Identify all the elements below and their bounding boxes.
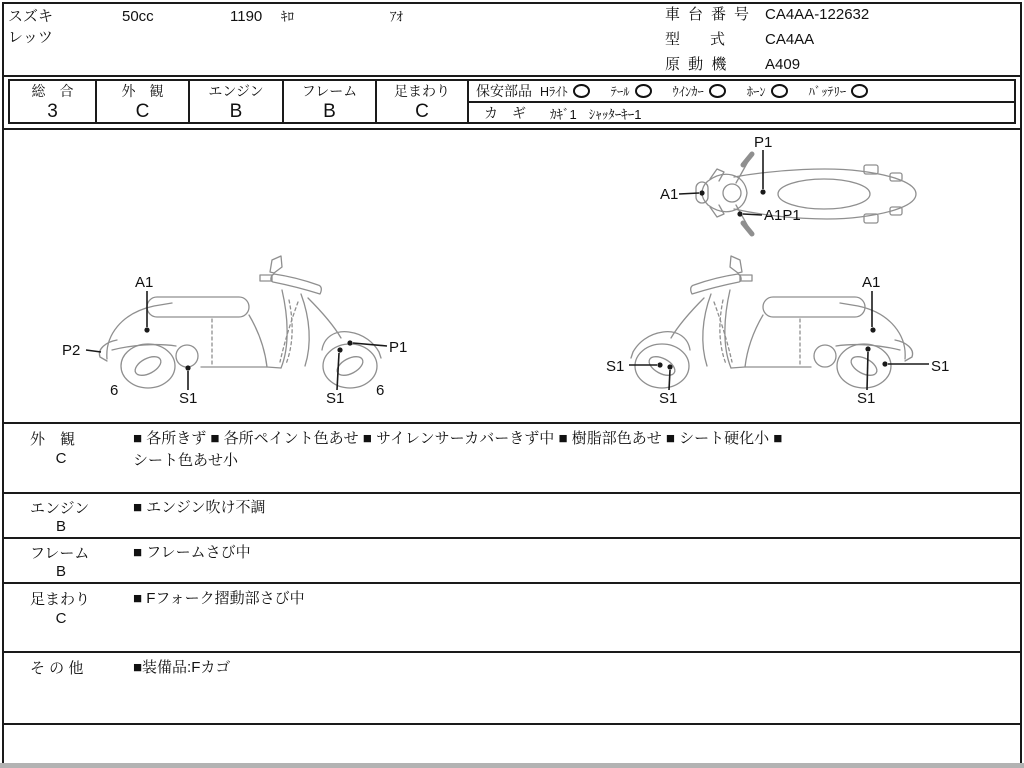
rating-undercarriage-grade: C: [415, 100, 429, 122]
damage-label-s1-rear-left: S1: [179, 390, 198, 407]
ok-circle-mark: [771, 84, 788, 98]
safety-item-headlight: [540, 82, 590, 100]
rating-engine-grade: B: [229, 100, 243, 122]
ratings-table: [8, 79, 1016, 124]
page-bottom-edge: [0, 763, 1024, 768]
right-view-leader-lines: [629, 291, 929, 390]
comment-undercarriage-grade: C: [55, 610, 67, 627]
mileage-value: 1190: [230, 8, 263, 25]
rating-frame: [284, 81, 377, 122]
ok-circle-mark: [709, 84, 726, 98]
rating-engine: [190, 81, 284, 122]
damage-label-s1-front-right: S1: [606, 358, 625, 375]
divider: [3, 723, 1021, 725]
rating-exterior: [97, 81, 190, 122]
comment-frame-grade: B: [55, 563, 66, 580]
comment-exterior-label: 外 観: [30, 431, 76, 448]
shutter-key-count: ｼｬｯﾀｰｷｰ1: [588, 106, 642, 122]
rating-overall-label: 総 合: [31, 82, 74, 99]
scooter-right-side-diagram: [580, 240, 1000, 420]
damage-label-a1-left: A1: [135, 274, 154, 291]
rating-undercarriage: [377, 81, 469, 122]
comment-other-label: そ の 他: [30, 660, 84, 677]
rating-frame-grade: B: [323, 100, 336, 122]
comment-undercarriage-label: 足まわり: [30, 591, 91, 608]
damage-label-a1-top: A1: [660, 186, 679, 203]
displacement: 50cc: [122, 8, 154, 25]
comment-engine-label: エンジン: [30, 500, 90, 517]
divider: [3, 422, 1021, 424]
key-count: ｶｷﾞ1: [550, 106, 577, 122]
scooter-top-view-sketch: [696, 154, 916, 234]
chassis-number-value: CA4AA-122632: [765, 6, 870, 23]
comment-undercarriage-text: [133, 588, 305, 610]
safety-item-tail-label: ﾃｰﾙ: [610, 85, 630, 99]
comment-engine-grade: B: [55, 518, 66, 535]
safety-item-winker: [673, 82, 726, 100]
comment-exterior-text: [133, 428, 782, 472]
tire-grade-front-left: 6: [376, 382, 385, 399]
safety-item-tail: [611, 82, 652, 100]
comment-line: ■ フレームさび中: [133, 544, 251, 561]
rating-exterior-grade: C: [135, 100, 150, 122]
safety-item-winker-label: ｳｲﾝｶｰ: [672, 85, 704, 99]
comment-exterior-grade: C: [55, 450, 67, 467]
comment-engine-text: [133, 497, 265, 519]
comment-frame-label: フレーム: [30, 545, 90, 562]
ok-circle-mark: [635, 84, 652, 98]
divider: [3, 582, 1021, 584]
chassis-number-label: 車台番号: [665, 6, 758, 23]
safety-item-horn-label: ﾎｰﾝ: [746, 85, 766, 99]
rating-overall-grade: 3: [47, 100, 58, 122]
safety-item-horn: [747, 82, 788, 100]
safety-item-battery: [809, 82, 869, 100]
engine-code-label: 原 動 機: [665, 56, 729, 73]
ok-circle-mark: [851, 84, 868, 98]
rating-overall: [10, 81, 97, 122]
rating-undercarriage-label: 足まわり: [394, 82, 450, 99]
color-name: ｱｵ: [390, 9, 403, 24]
model-code-label: 型 式: [665, 31, 726, 48]
damage-label-s1-front-left: S1: [326, 390, 345, 407]
rating-frame-label: フレーム: [301, 82, 358, 99]
damage-label-s1-rear-right: S1: [931, 358, 950, 375]
divider: [3, 537, 1021, 539]
damage-label-a1-right: A1: [862, 274, 881, 291]
safety-item-headlight-label: Hﾗｲﾄ: [540, 85, 568, 99]
damage-label-s1-rear-lower-right: S1: [857, 390, 876, 407]
damage-label-a1p1-top: A1P1: [764, 207, 801, 224]
comment-frame-text: [133, 542, 251, 564]
damage-label-p2-left: P2: [62, 342, 81, 359]
scooter-top-view-diagram: [620, 125, 1024, 255]
safety-parts-section: [469, 81, 1014, 122]
model-code-value: CA4AA: [765, 31, 815, 48]
key-row: [469, 103, 1014, 123]
engine-code-value: A409: [765, 56, 801, 73]
damage-label-p1-top: P1: [754, 134, 773, 151]
safety-parts-row: [469, 81, 1014, 103]
maker-name: スズキ: [8, 8, 54, 25]
mileage-unit: ｷﾛ: [281, 9, 294, 24]
damage-label-p1-left: P1: [389, 339, 408, 356]
scooter-left-side-diagram: [60, 240, 480, 420]
tire-grade-rear-left: 6: [110, 382, 119, 399]
divider: [3, 651, 1021, 653]
comment-line: ■ Fフォーク摺動部さび中: [133, 590, 305, 607]
divider: [3, 75, 1021, 77]
safety-item-battery-label: ﾊﾞｯﾃﾘｰ: [808, 85, 847, 99]
damage-label-s1-front-lower-right: S1: [659, 390, 678, 407]
comment-line: ■ エンジン吹け不調: [133, 499, 266, 516]
comment-other-text: [133, 657, 230, 679]
rating-exterior-label: 外 観: [121, 82, 164, 99]
divider: [3, 492, 1021, 494]
comment-line: ■装備品:Fカゴ: [133, 659, 231, 676]
comment-line: ■ 各所きず ■ 各所ペイント色あせ ■ サイレンサーカバーきず中 ■ 樹脂部色あせ ■ シート硬化小 ■: [133, 430, 783, 447]
comment-line: シート色あせ小: [133, 452, 239, 469]
safety-parts-label: 保安部品: [476, 83, 532, 99]
model-name: レッツ: [8, 29, 53, 46]
ok-circle-mark: [573, 84, 590, 98]
key-label: カ ギ: [484, 105, 526, 121]
rating-engine-label: エンジン: [208, 82, 264, 99]
top-view-leader-lines: [679, 150, 766, 217]
